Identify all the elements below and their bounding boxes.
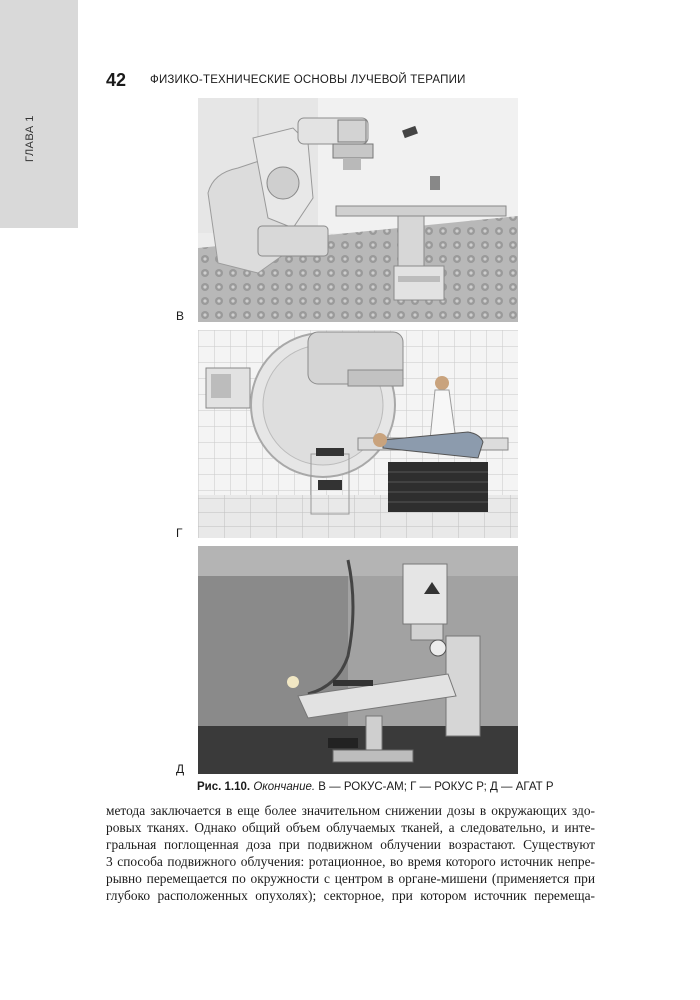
body-line: метода заключается в еще более значительном снижении дозы в окружающих здо- — [106, 803, 595, 818]
page-number: 42 — [106, 70, 127, 90]
body-line: 3 способа подвижного облучения: ротационное, во время которого источник непре- — [106, 854, 595, 869]
body-line: гральная поглощенная доза при подвижном облучении возрастают. Существуют — [106, 837, 595, 852]
photo-rokus-am — [198, 98, 518, 322]
body-line: рывно перемещается по окружности с центром в органе-мишени (применяется при — [106, 871, 595, 886]
caption-italic: Окончание. — [253, 781, 316, 793]
caption-number: Рис. 1.10. — [197, 781, 251, 793]
chapter-tab — [0, 0, 78, 228]
photo-agat-r — [198, 546, 518, 774]
running-title: ФИЗИКО-ТЕХНИЧЕСКИЕ ОСНОВЫ ЛУЧЕВОЙ ТЕРАПИИ — [150, 74, 466, 86]
caption-text: В — РОКУС-АМ; Г — РОКУС Р; Д — АГАТ Р — [318, 781, 554, 793]
photo-rokus-r — [198, 330, 518, 538]
body-line: ровых тканях. Однако общий объем облучаемых тканей, а следовательно, и инте- — [106, 820, 595, 835]
chapter-label: ГЛАВА 1 — [24, 115, 36, 162]
photo-label-g: Г — [176, 526, 183, 540]
photo-label-d: Д — [176, 762, 185, 776]
body-line: глубоко расположенных опухолях); секторное, при котором источник перемеща- — [106, 888, 595, 903]
figure-caption — [197, 781, 554, 793]
photo-label-v: В — [176, 309, 185, 323]
body-paragraph — [106, 802, 595, 904]
